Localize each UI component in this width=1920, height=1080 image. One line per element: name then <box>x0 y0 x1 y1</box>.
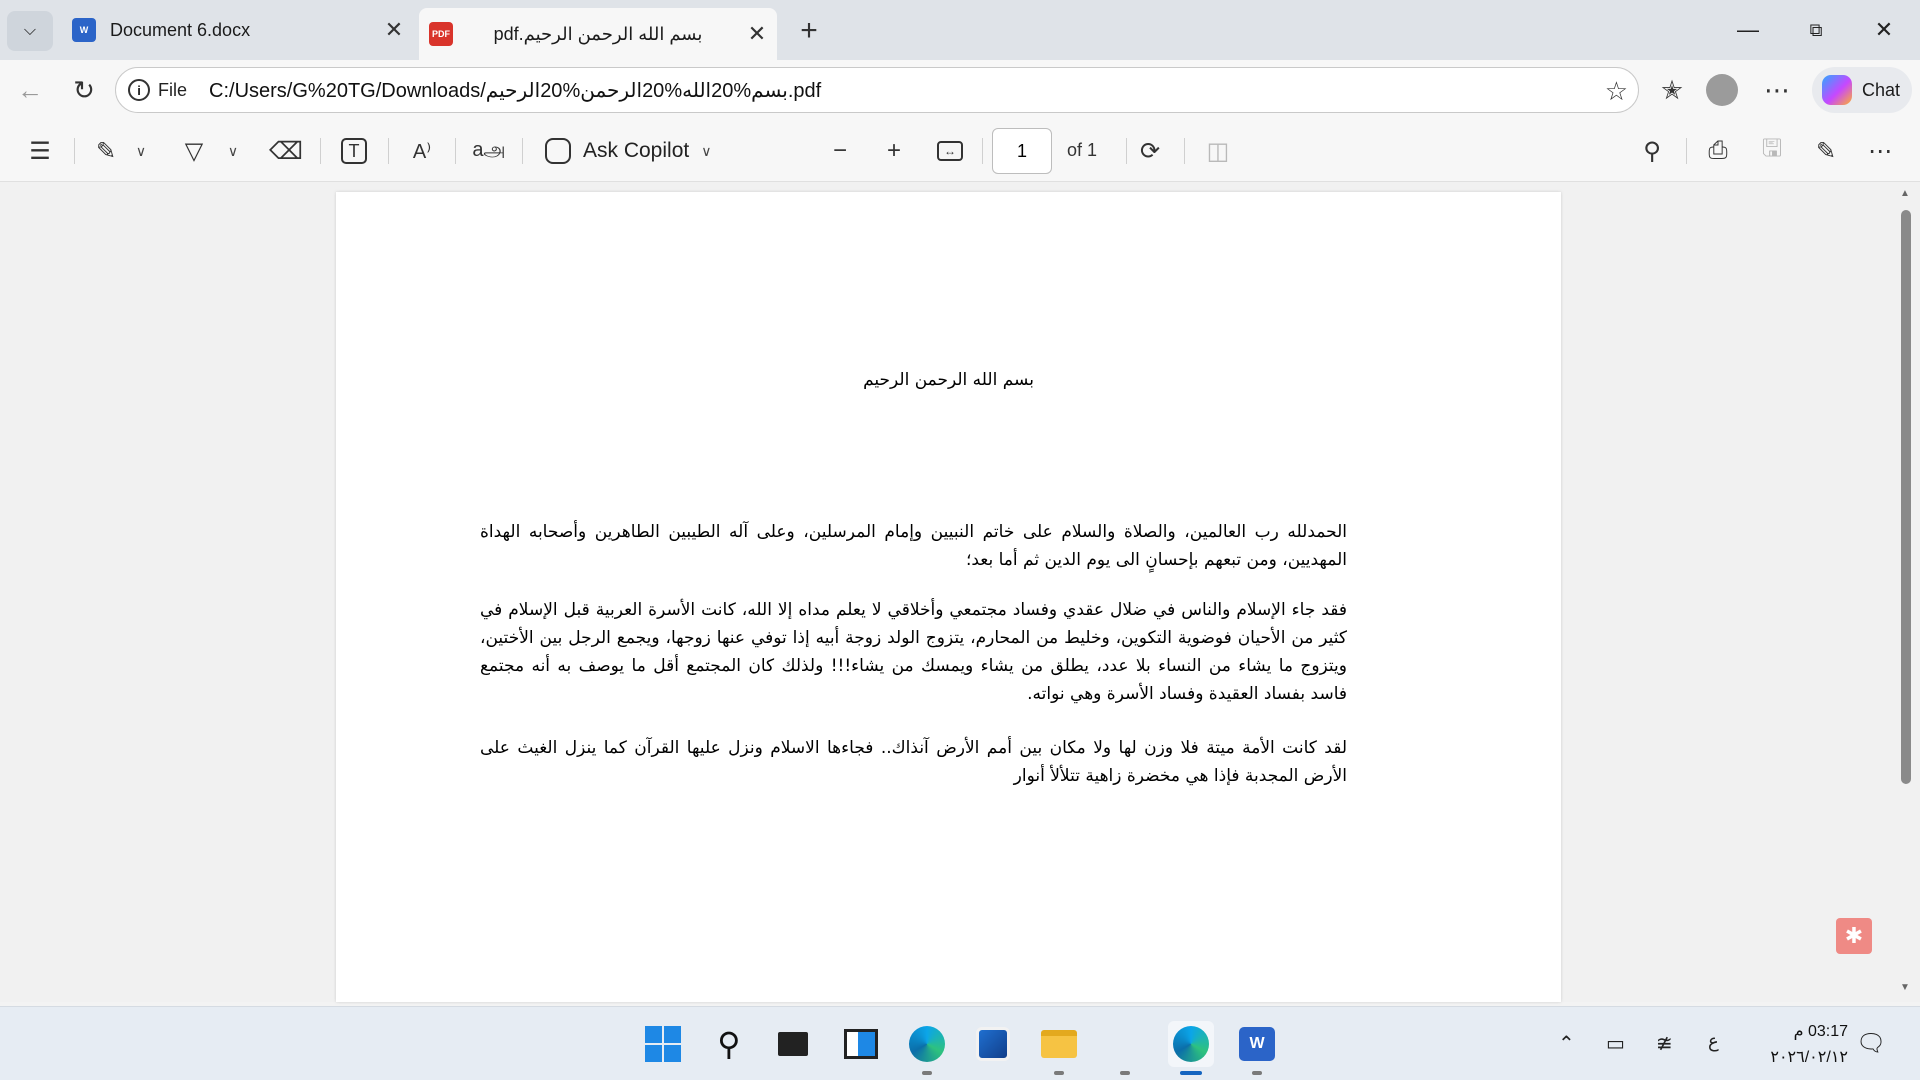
zoom-in-button[interactable] <box>876 132 912 170</box>
eraser-icon: ⌫ <box>269 137 303 165</box>
page-view-button[interactable] <box>1200 132 1236 170</box>
refresh-icon: ↻ <box>73 74 95 105</box>
tab-strip <box>0 0 1920 60</box>
divider <box>1126 138 1127 164</box>
pdf-page <box>336 192 1561 1002</box>
store-icon <box>976 1027 1010 1061</box>
input-language[interactable]: ع <box>1708 1031 1719 1051</box>
new-tab-button[interactable] <box>790 12 828 50</box>
taskbar-edge-app[interactable] <box>904 1021 950 1067</box>
acrobat-icon[interactable]: ✱ <box>1836 918 1872 954</box>
pen-icon: ▽ <box>184 137 204 165</box>
wifi-icon[interactable]: ≇ <box>1656 1033 1673 1055</box>
divider <box>522 138 523 164</box>
read-aloud-icon: A⁾ <box>412 140 432 163</box>
url-scheme: File <box>158 79 188 100</box>
tab-pdf[interactable] <box>419 8 777 60</box>
minimize-button[interactable] <box>1718 8 1778 52</box>
restore-button[interactable] <box>1786 8 1846 52</box>
plus-icon: + <box>800 14 818 47</box>
search-icon: ⚲ <box>717 1026 741 1062</box>
pdf-toolbar <box>0 120 1920 182</box>
navigation-bar <box>0 60 1920 120</box>
word-icon: W <box>1239 1027 1275 1061</box>
taskbar <box>0 1006 1920 1080</box>
vertical-scrollbar[interactable] <box>1896 182 1914 1002</box>
page-count: of 1 <box>1067 140 1098 160</box>
taskbar-file-explorer[interactable] <box>1036 1021 1082 1067</box>
pdf-viewer <box>0 182 1920 1002</box>
divider <box>1686 138 1687 164</box>
scroll-up-icon[interactable]: ▲ <box>1900 188 1910 199</box>
divider <box>320 138 321 164</box>
folder-icon <box>1041 1030 1077 1058</box>
rotate-icon: ⟳ <box>1139 137 1161 165</box>
scroll-down-icon[interactable]: ▼ <box>1900 982 1910 993</box>
pdf-icon: PDF <box>429 22 453 46</box>
minimize-icon: — <box>1737 17 1759 42</box>
task-view-button[interactable] <box>770 1021 816 1067</box>
star-icon[interactable]: ☆ <box>1604 76 1628 106</box>
divider <box>455 138 456 164</box>
clock-date: ٢٠٢٦/٠٢/١٢ <box>1770 1049 1848 1066</box>
arrow-left-icon: ← <box>17 74 43 105</box>
rotate-button[interactable] <box>1132 132 1168 170</box>
more-icon: ⋯ <box>1868 137 1892 165</box>
translate-icon: aஅ <box>472 138 506 161</box>
copilot-icon <box>545 138 571 164</box>
close-icon: ✕ <box>1874 17 1894 42</box>
more-menu-button[interactable] <box>1757 70 1797 110</box>
notification-icon[interactable]: 🗨 <box>1856 1030 1887 1057</box>
chevron-up-icon[interactable]: ⌃ <box>1558 1033 1575 1055</box>
close-icon[interactable]: ✕ <box>384 17 404 42</box>
document-paragraph: لقد كانت الأمة ميتة فلا وزن لها ولا مكان بين أمم الأرض آنذاك.. فجاءها الاسلام ونزل عليها القرآن كما ينزل الغيث على الأرض المجدبة فإذا هي مخضرة زاهية تتلألأ أنوار <box>480 738 1347 786</box>
chevron-down-icon: ∨ <box>701 142 712 159</box>
fit-width-icon: ↔ <box>937 141 963 161</box>
taskbar-store-app[interactable] <box>970 1021 1016 1067</box>
erase-button[interactable] <box>268 132 304 170</box>
highlight-button[interactable] <box>88 132 124 170</box>
widgets-icon <box>844 1029 878 1059</box>
chevron-down-icon: ∨ <box>227 142 239 159</box>
task-view-icon <box>778 1032 808 1056</box>
refresh-button[interactable] <box>64 70 104 110</box>
tab-document6[interactable] <box>62 8 414 52</box>
edge-icon <box>909 1026 945 1062</box>
start-button[interactable] <box>640 1021 686 1067</box>
more-options-button[interactable] <box>1862 132 1898 170</box>
divider <box>74 138 75 164</box>
profile-avatar[interactable] <box>1706 74 1738 106</box>
word-icon: W <box>72 18 96 42</box>
back-button[interactable] <box>10 70 50 110</box>
address-bar[interactable] <box>115 67 1639 113</box>
fit-width-button[interactable] <box>930 132 970 170</box>
list-icon: ☰ <box>29 137 51 165</box>
read-aloud-button[interactable] <box>404 132 440 170</box>
divider <box>388 138 389 164</box>
contents-button[interactable] <box>22 132 58 170</box>
running-indicator <box>1120 1071 1130 1075</box>
divider <box>1184 138 1185 164</box>
running-indicator <box>1252 1071 1262 1075</box>
chevron-down-icon: ∨ <box>135 142 147 159</box>
close-icon[interactable]: ✕ <box>747 21 767 46</box>
copilot-chat-button[interactable] <box>1812 67 1912 113</box>
document-paragraph: الحمدلله رب العالمين، والصلاة والسلام على خاتم النبيين وإمام المرسلين، وعلى آله الطيبين الطاهرين وأصحابه الهداة المهديين، ومن تبعهم بإحسانٍ الى يوم الدين ثم أما بعد؛ <box>480 522 1347 570</box>
url-text[interactable]: C:/Users/G%20TG/Downloads/بسم%20الله%20الرحمن%20الرحيم.pdf <box>209 79 822 102</box>
zoom-out-button[interactable] <box>822 132 858 170</box>
save-as-icon: ✎ <box>1815 137 1837 165</box>
document-title: بسم الله الرحمن الرحيم <box>863 370 1034 390</box>
favorites-button[interactable] <box>1652 70 1692 110</box>
copilot-icon <box>1822 75 1852 105</box>
highlighter-icon: ✎ <box>95 137 117 165</box>
save-icon: 🖫 <box>1761 134 1783 162</box>
more-icon: ⋯ <box>1764 74 1790 105</box>
clock-time: 03:17 م <box>1793 1023 1848 1040</box>
ask-copilot-label: Ask Copilot <box>583 139 690 162</box>
save-button[interactable] <box>1754 132 1790 170</box>
search-icon: ⚲ <box>1643 137 1661 165</box>
draw-button[interactable] <box>176 132 212 170</box>
tab-title: Document 6.docx <box>110 19 251 40</box>
document-paragraph: فقد جاء الإسلام والناس في ضلال عقدي وفساد مجتمعي وأخلاقي لا يعلم مداه إلا الله، كانت الأسرة العربية قبل الإسلام في كثير من الأحيان فوضوية التكوين، وخليط من المحارم، يتزوج الولد زوجة أبيه إذا توفي عنها زوجها، ويجمع الرجل بين الأختين، ويتزوج ما يشاء من النساء بلا عدد، يطلق من يشاء ويمسك من يشاء!!! ولذلك كان المجتمع أقل ما يوصف به أنه مجتمع فاسد بفساد العقيدة وفساد الأسرة وهي نواته. <box>480 600 1347 704</box>
tab-actions-button[interactable] <box>7 11 53 51</box>
search-button[interactable] <box>706 1021 752 1067</box>
taskbar-hidden-app[interactable] <box>1102 1021 1148 1067</box>
two-page-icon: ◫ <box>1206 137 1230 165</box>
find-button[interactable] <box>1634 132 1670 170</box>
scroll-thumb[interactable] <box>1901 210 1911 784</box>
translate-button[interactable] <box>470 132 508 170</box>
highlight-options-button[interactable] <box>128 132 154 170</box>
divider <box>982 138 983 164</box>
text-box-icon: T <box>341 138 367 164</box>
print-button[interactable] <box>1700 132 1736 170</box>
windows-icon <box>645 1026 681 1062</box>
chevron-down-icon: ⌵ <box>23 22 37 39</box>
plus-icon: + <box>886 137 901 164</box>
restore-icon: ⧉ <box>1809 19 1823 40</box>
taskbar-word-app[interactable] <box>1234 1021 1280 1067</box>
running-indicator <box>922 1071 932 1075</box>
running-indicator <box>1180 1071 1202 1075</box>
chat-label: Chat <box>1862 79 1901 100</box>
widgets-button[interactable] <box>838 1021 884 1067</box>
draw-options-button[interactable] <box>220 132 246 170</box>
favorites-icon: ✭ <box>1661 74 1683 105</box>
close-window-button[interactable] <box>1854 8 1914 52</box>
save-as-button[interactable] <box>1808 132 1844 170</box>
taskbar-edge-active[interactable] <box>1168 1021 1214 1067</box>
ask-copilot-button[interactable] <box>545 132 711 170</box>
minus-icon: − <box>832 137 847 164</box>
page-number-input[interactable] <box>992 128 1052 174</box>
printer-icon: ⎙ <box>1708 137 1728 164</box>
edge-icon <box>1173 1026 1209 1062</box>
running-indicator <box>1054 1071 1064 1075</box>
tab-title: بسم الله الرحمن الرحيم.pdf <box>493 23 703 44</box>
info-icon[interactable]: i <box>128 79 150 101</box>
clock[interactable] <box>1738 1019 1848 1071</box>
add-text-button[interactable] <box>336 132 372 170</box>
network-device-icon[interactable]: ▭ <box>1606 1033 1625 1055</box>
